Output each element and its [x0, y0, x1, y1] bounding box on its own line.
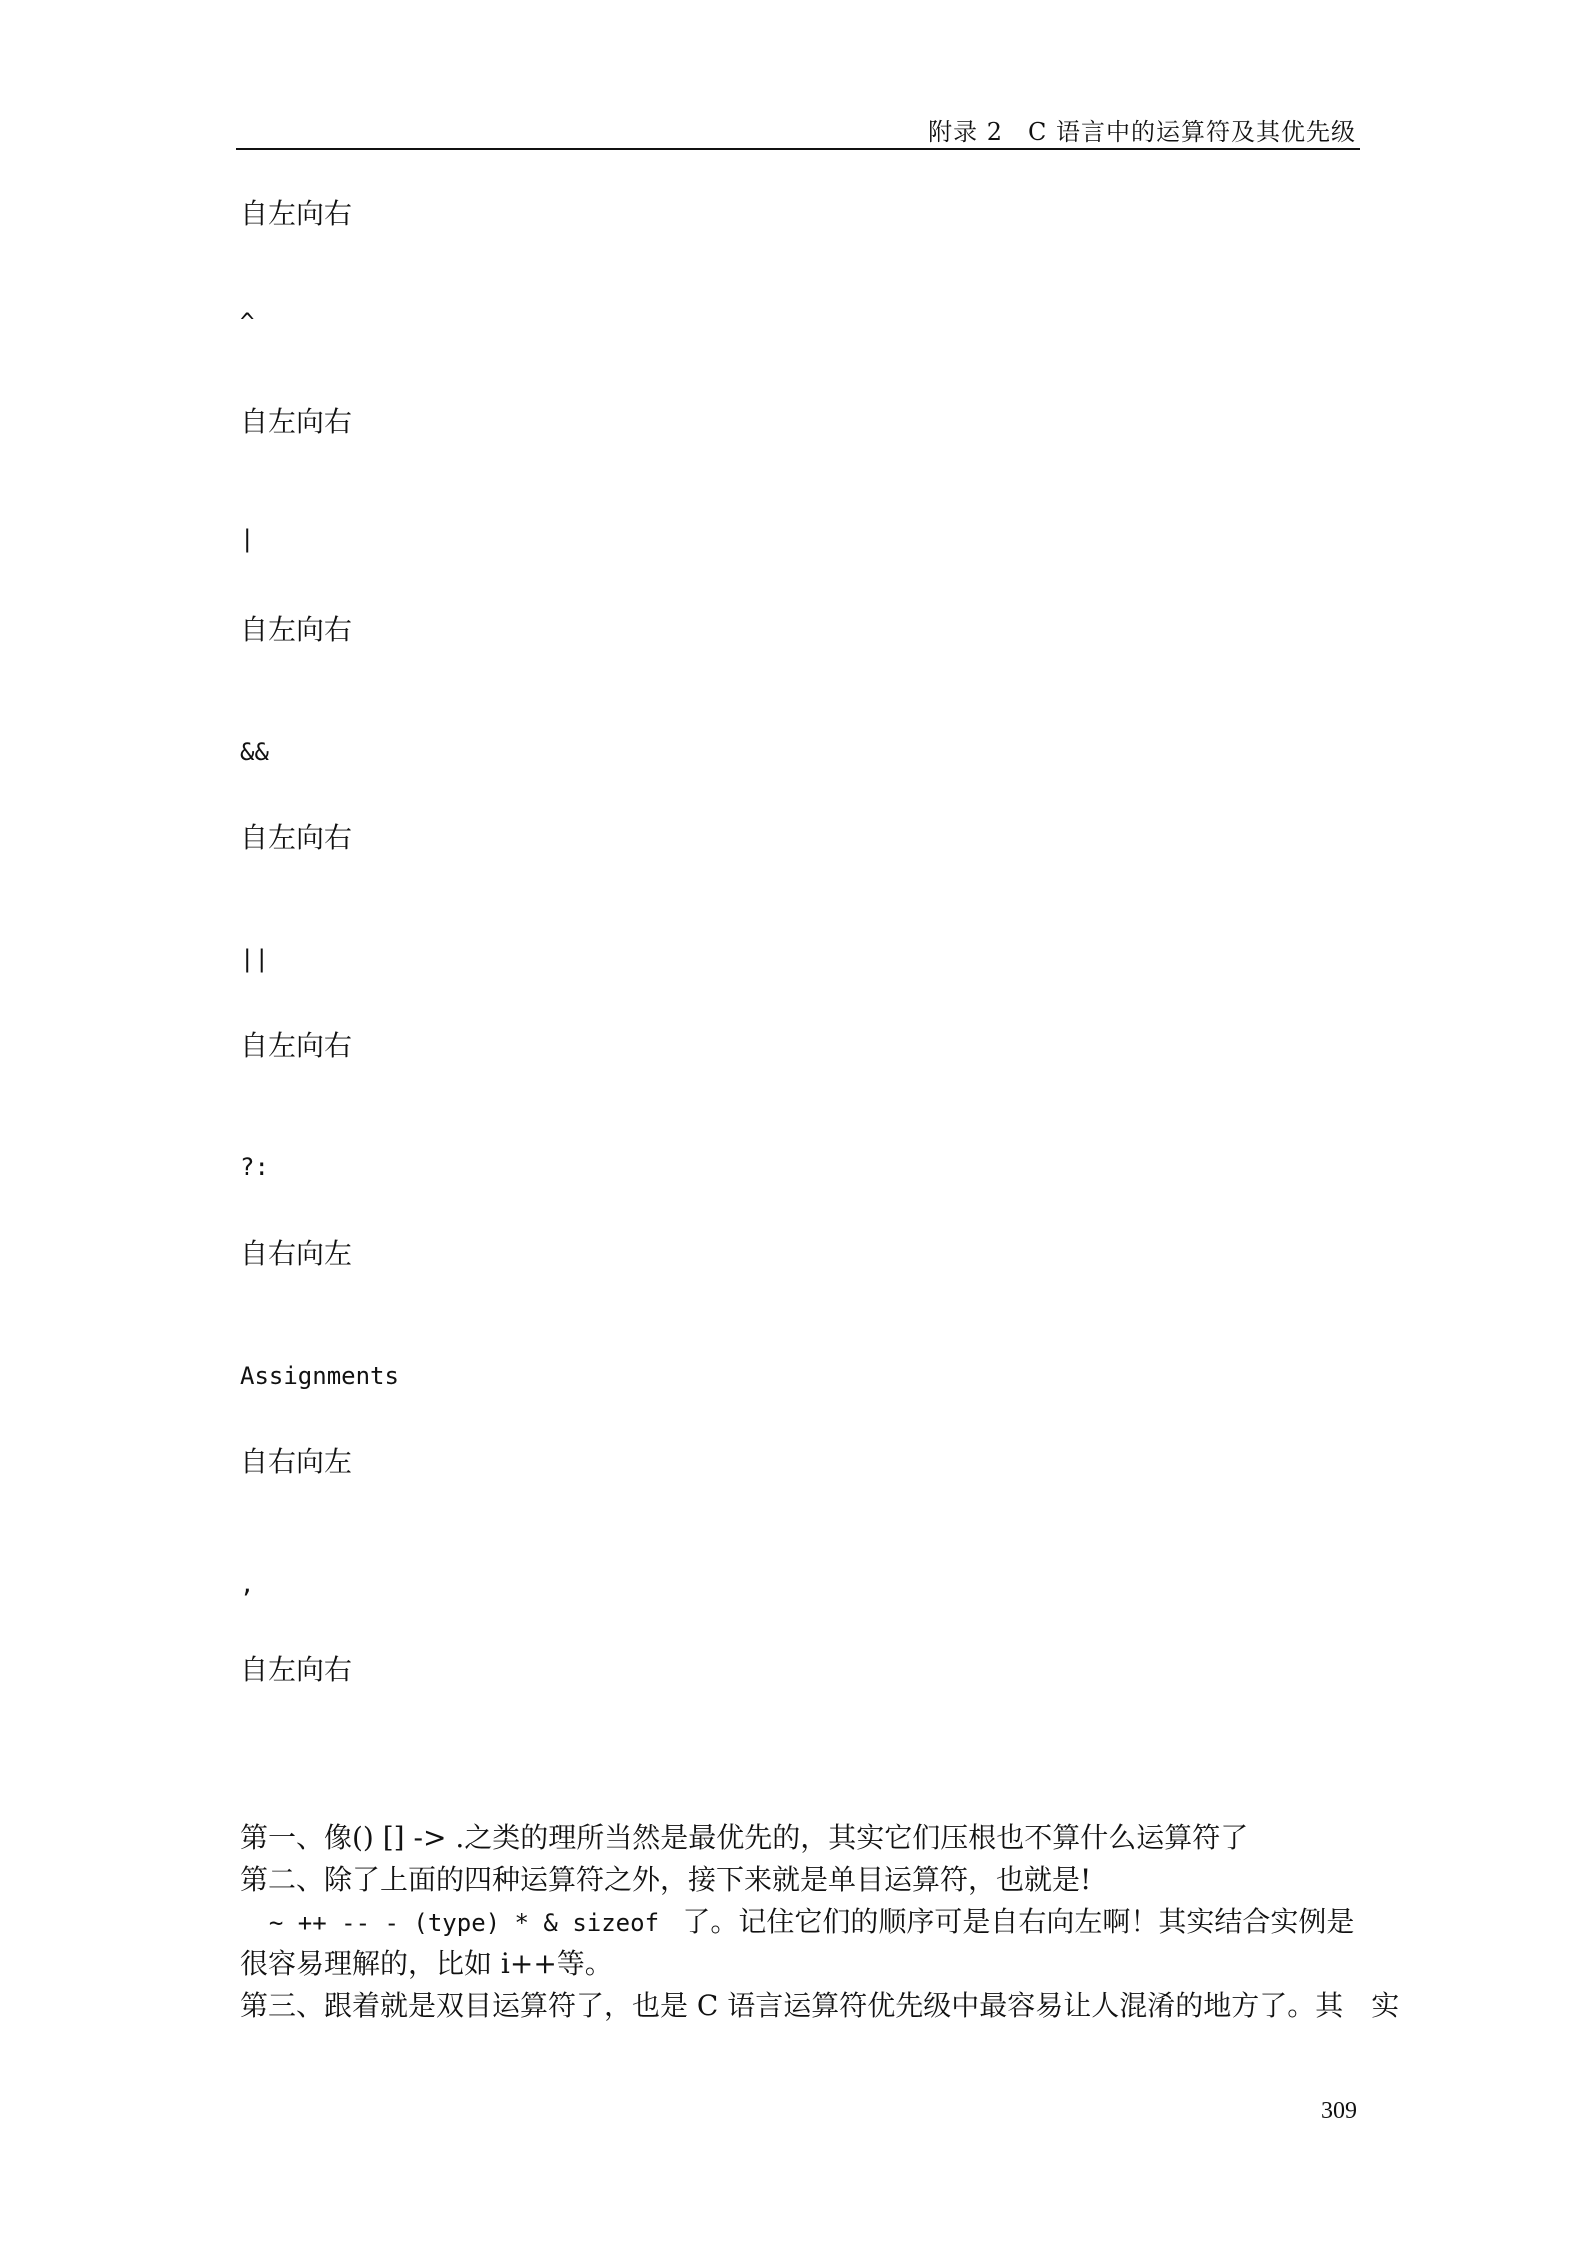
unary-operator-list: ~ ++ -- - (type) * & sizeof — [240, 1909, 674, 1937]
paragraph-second-continued — [240, 1900, 1364, 1940]
page-header — [236, 112, 1360, 150]
operator-caret: ^ — [240, 308, 255, 336]
associativity-row-5: 自右向左 — [240, 1237, 353, 1270]
page-number: 309 — [1321, 2098, 1357, 2124]
operator-conditional: ?: — [240, 1153, 269, 1181]
operator-comma: , — [240, 1570, 255, 1598]
associativity-row-1: 自左向右 — [240, 405, 353, 438]
paragraph-second-example: 很容易理解的，比如 i++等。 — [240, 1947, 613, 1980]
paragraph-first: 第一、像() [] -> .之类的理所当然是最优先的，其实它们压根也不算什么运算符了 — [240, 1821, 1249, 1854]
associativity-row-2: 自左向右 — [240, 613, 353, 646]
running-title: 附录 2 C 语言中的运算符及其优先级 — [928, 118, 1356, 146]
associativity-row-4: 自左向右 — [240, 1029, 353, 1062]
operator-bitwise-or: | — [240, 525, 255, 553]
paragraph-third: 第三、跟着就是双目运算符了，也是 C 语言运算符优先级中最容易让人混淆的地方了。其 实 — [240, 1989, 1400, 2022]
associativity-row-0: 自左向右 — [240, 197, 353, 230]
unary-operator-note: 了。记住它们的顺序可是自右向左啊！其实结合实例是 — [673, 1905, 1355, 1938]
associativity-row-7: 自左向右 — [240, 1653, 353, 1686]
operator-assignments: Assignments — [240, 1362, 399, 1390]
operator-logical-and: && — [240, 738, 269, 766]
associativity-row-3: 自左向右 — [240, 821, 353, 854]
operator-logical-or: || — [240, 945, 269, 973]
associativity-row-6: 自右向左 — [240, 1445, 353, 1478]
paragraph-second: 第二、除了上面的四种运算符之外，接下来就是单目运算符，也就是! — [240, 1863, 1092, 1896]
